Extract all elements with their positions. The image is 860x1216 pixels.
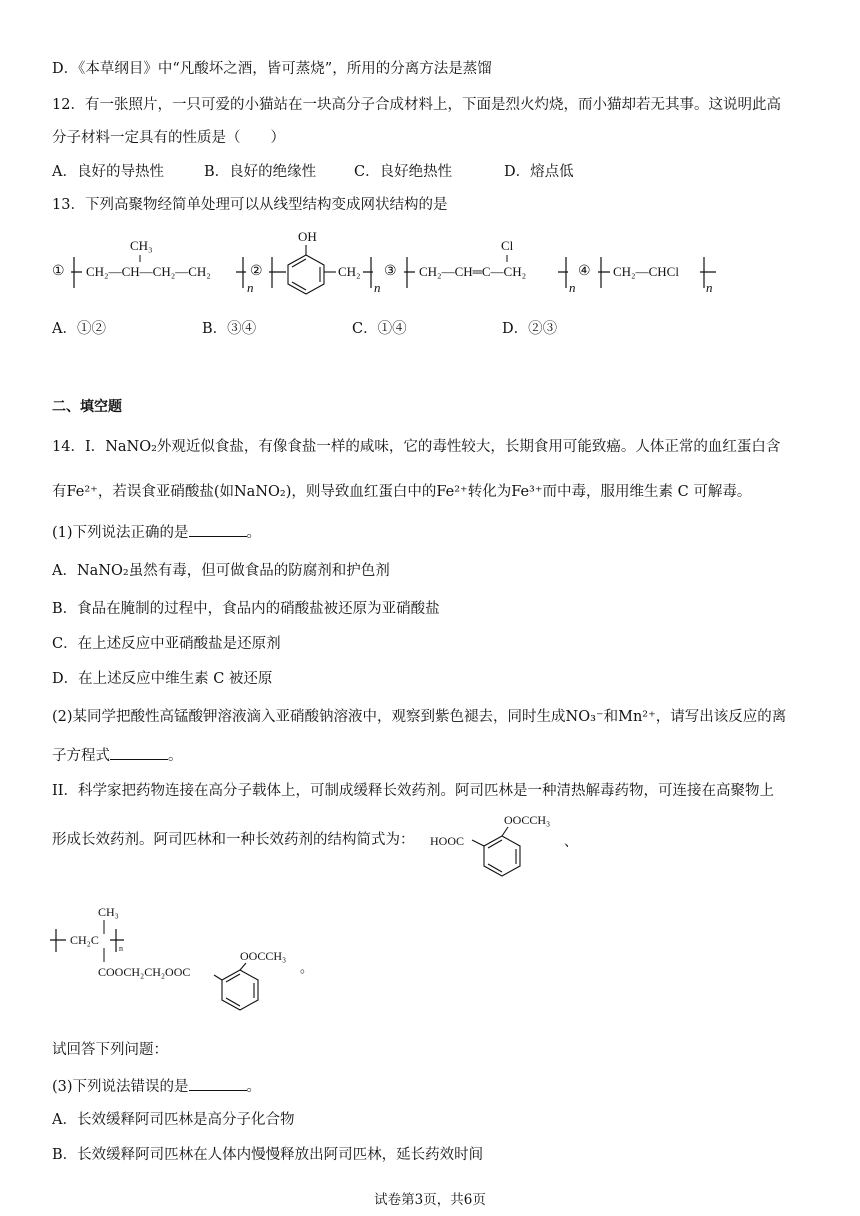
aspirin-ester-group: OOCCH₃ <box>504 813 551 827</box>
q13-polymer-structures <box>40 226 740 302</box>
q14-sub1-option-b[interactable]: B．食品在腌制的过程中，食品内的硝酸盐被还原为亚硝酸盐 <box>52 601 440 617</box>
q14-sub3-end: 。 <box>246 1079 262 1095</box>
answer-blank[interactable] <box>189 1076 247 1091</box>
q14-sub2-text-d: 子方程式 <box>52 748 110 764</box>
polymer-aspirin-structure <box>44 896 344 1032</box>
q13-option-d[interactable]: D．②③ <box>502 321 558 337</box>
option-a-letter: A． <box>52 563 77 579</box>
q14-sub2-end: 。 <box>168 748 183 764</box>
polymer-methyl: CH₃ <box>98 905 119 919</box>
p3-chloro: Cl <box>501 238 514 253</box>
q14-sub2-line2 <box>52 745 183 766</box>
formula-nano2: NaNO₂ <box>76 563 129 579</box>
p1-methyl: CH₃ <box>130 238 153 253</box>
polymer-n: n <box>119 944 123 953</box>
q14-intro-line1 <box>52 437 780 457</box>
q14-sub2-text-c: ，请写出该反应的离 <box>655 709 787 725</box>
aspirin-benzene-ring <box>472 827 520 876</box>
q14-intro2-b: ，若误食亚硝酸盐(如 <box>97 484 234 500</box>
q14-intro2-a: 有 <box>52 484 67 500</box>
page-footer: 试卷第3页，共6页 <box>374 1192 486 1208</box>
q11-option-d: D．《本草纲目》中“凡酸坏之酒，皆可蒸烧”，所用的分离方法是蒸馏 <box>52 61 492 77</box>
q13-option-c[interactable]: C．①④ <box>352 321 407 337</box>
p4-chain: CH₂—CHCl <box>613 264 679 279</box>
q14-part2-line2: 形成长效药剂。阿司匹林和一种长效药剂的结构简式为： <box>52 832 415 848</box>
q14-intro2-e: 而中毒，服用维生素 C 可解毒。 <box>542 484 752 500</box>
q12-options <box>52 162 574 182</box>
q14-sub3-text: (3)下列说法错误的是 <box>52 1079 189 1095</box>
polymer-backbone: CH₂C <box>70 933 99 947</box>
polymer-benzene-ring <box>214 963 258 1010</box>
p2-hydroxyl: OH <box>298 229 317 244</box>
q12-stem-line1: 12．有一张照片，一只可爱的小猫站在一块高分子合成材料上，下面是烈火灼烧，而小猫却若无其事。这说明此高 <box>52 97 781 113</box>
q14-sub3-option-a[interactable]: A．长效缓释阿司匹林是高分子化合物 <box>52 1112 295 1128</box>
label-2: ② <box>250 264 263 279</box>
q13-option-b[interactable]: B．③④ <box>202 321 257 337</box>
q14-intro-text: 外观近似食盐，有像食盐一样的咸味，它的毒性较大，长期食用可能致癌。人体正常的血红蛋白含 <box>156 439 781 455</box>
answer-blank[interactable] <box>189 522 247 537</box>
q12-option-c[interactable]: C．良好绝热性 <box>354 164 453 180</box>
label-1: ① <box>52 264 65 279</box>
q12-paren-close: ） <box>270 130 285 146</box>
q14-sub1-text: (1)下列说法正确的是 <box>52 525 189 541</box>
p3-chain: CH₂—CH═C—CH₂ <box>419 264 527 279</box>
label-4: ④ <box>578 264 591 279</box>
formula-nano2: NaNO₂ <box>233 484 286 500</box>
q14-sub2-line1 <box>52 707 786 727</box>
answer-prompt: 试回答下列问题： <box>52 1042 168 1058</box>
aspirin-structure <box>426 806 576 892</box>
q14-sub3-option-b[interactable]: B．长效缓释阿司匹林在人体内慢慢释放出阿司匹林，延长药效时间 <box>52 1147 484 1163</box>
section-title: 二、填空题 <box>52 399 122 415</box>
polymer-linker: COOCH₂CH₂OOC <box>98 965 191 979</box>
q12-option-b[interactable]: B．良好的绝缘性 <box>204 164 317 180</box>
q14-part2-line1: II．科学家把药物连接在高分子载体上，可制成缓释长效药剂。阿司匹林是一种清热解毒药物，可连接在高聚物上 <box>52 783 774 799</box>
q14-sub2-text-b: 和 <box>603 709 619 725</box>
formula-fe3: Fe³⁺ <box>511 484 543 500</box>
formula-fe2: Fe²⁺ <box>436 484 468 500</box>
p3-n: n <box>569 280 576 295</box>
q13-option-a[interactable]: A．①② <box>52 321 106 337</box>
q14-number: 14．I． <box>52 439 106 455</box>
formula-no3: NO₃⁻ <box>565 709 604 725</box>
q12-stem-text: 分子材料一定具有的性质是（ <box>52 130 241 146</box>
q13-options <box>52 319 557 339</box>
p2-chain: CH₂ <box>338 264 361 279</box>
structure-end: 。 <box>300 960 314 975</box>
q14-sub2-text-a: (2)某同学把酸性高锰酸钾溶液滴入亚硝酸钠溶液中，观察到紫色褪去，同时生成 <box>52 709 566 725</box>
p2-n: n <box>374 280 381 295</box>
formula-fe2: Fe²⁺ <box>66 484 98 500</box>
q14-intro2-c: )，则导致血红蛋白中的 <box>285 484 437 500</box>
answer-blank[interactable] <box>110 745 168 760</box>
q14-sub1-option-d[interactable]: D．在上述反应中维生素 C 被还原 <box>52 671 273 687</box>
p1-chain: CH₂—CH—CH₂—CH₂ <box>86 264 211 279</box>
q14-sub1-end: 。 <box>246 525 262 541</box>
q14-sub1-stem <box>52 522 261 543</box>
q12-option-d[interactable]: D．熔点低 <box>504 164 574 180</box>
q14-sub3-stem <box>52 1076 261 1097</box>
q12-stem-line2 <box>52 128 285 148</box>
p2-benzene-ring <box>288 245 336 294</box>
q14-intro2-d: 转化为 <box>467 484 512 500</box>
formula-mn2: Mn²⁺ <box>618 709 656 725</box>
formula-nano2: NaNO₂ <box>105 439 157 455</box>
polymer-ester-group: OOCCH₃ <box>240 949 287 963</box>
p4-n: n <box>706 280 713 295</box>
label-3: ③ <box>384 264 397 279</box>
aspirin-acid-group: HOOC <box>430 834 465 848</box>
q13-stem: 13．下列高聚物经简单处理可以从线型结构变成网状结构的是 <box>52 197 448 213</box>
q14-intro-line2 <box>52 482 751 502</box>
q14-sub1-option-c[interactable]: C．在上述反应中亚硝酸盐是还原剂 <box>52 636 281 652</box>
option-a-text: 虽然有毒，但可做食品的防腐剂和护色剂 <box>128 563 390 579</box>
q12-option-a[interactable]: A．良好的导热性 <box>52 164 164 180</box>
p1-n: n <box>247 280 254 295</box>
structure-separator: 、 <box>564 835 578 850</box>
q14-sub1-option-a[interactable] <box>52 561 390 581</box>
